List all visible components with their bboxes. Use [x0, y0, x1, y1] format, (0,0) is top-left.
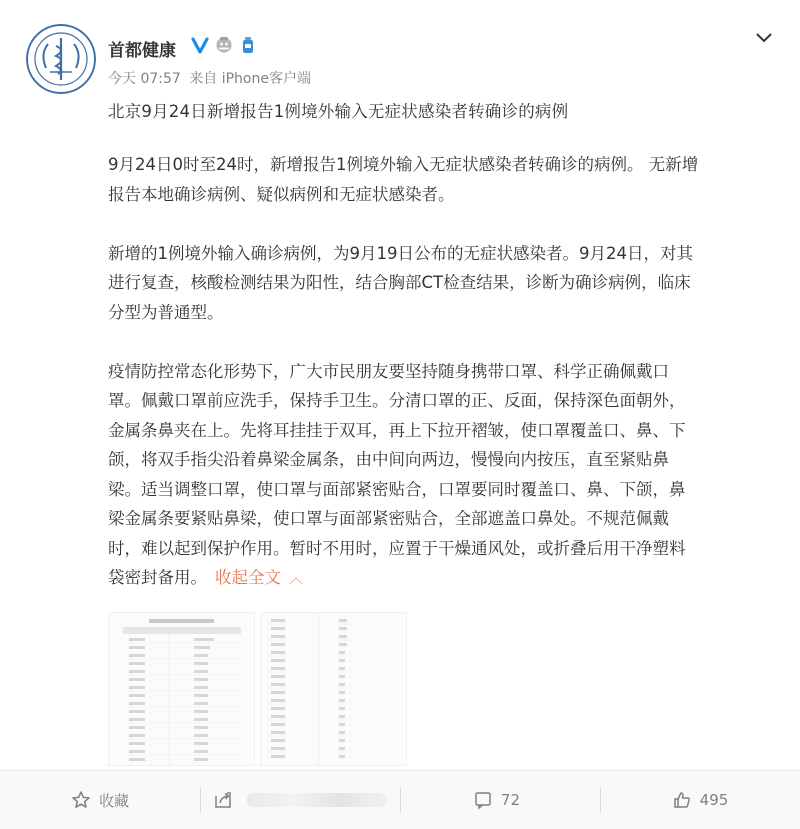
post-meta [108, 68, 315, 88]
post-paragraph-text: 疫情防控常态化形势下，广大市民朋友要坚持随身携带口罩、科学正确佩戴口 罩。佩戴口罩前应洗手，保持手卫生。分清口罩的正、反面，保持深色面朝外， 金属条鼻夹在上。先将耳挂挂于双耳，再上下拉开褶皱，使口罩覆盖口、鼻、下 颌，将双手指尖沿着鼻梁金属条，由中间向两边，慢慢向内按压，直至紧贴鼻 梁。适当调整口罩，使口罩与面部紧密贴合，口罩要同时覆盖口、鼻、下颌，鼻 梁金属条要紧贴鼻梁，使口罩与面部紧密贴合，全部遮盖口鼻处。不规范佩戴 时，难以起到保护作用。暂时不用时，应置于干燥通风处，或折叠后用干净塑料 袋密封备用。 [108, 361, 686, 587]
star-icon [71, 790, 91, 810]
attached-image-table[interactable] [260, 612, 407, 766]
chevron-up-icon: ︿ [289, 571, 303, 587]
post-title: 北京9月24日新增报告1例境外输入无症状感染者转确诊的病例 [108, 102, 569, 121]
table-thumbnail-image [109, 613, 254, 765]
comment-button[interactable] [400, 771, 600, 829]
post-paragraph [108, 357, 770, 595]
user-badges [190, 35, 258, 55]
collapse-link[interactable] [215, 568, 303, 587]
post-body [108, 150, 770, 595]
avatar[interactable] [26, 24, 96, 94]
share-icon [213, 790, 233, 810]
bottle-icon[interactable] [238, 35, 258, 55]
post-paragraph: 9月24日0时至24时，新增报告1例境外输入无症状感染者转确诊的病例。 无新增 报告本地确诊病例、疑似病例和无症状感染者。 [108, 155, 699, 204]
like-button[interactable] [600, 771, 800, 829]
chevron-down-icon[interactable] [754, 30, 774, 46]
favorite-button[interactable] [0, 771, 200, 829]
comment-count: 72 [500, 791, 520, 809]
table-thumbnail-image [261, 613, 406, 765]
forward-count-obscured [247, 793, 387, 807]
favorite-label: 收藏 [98, 791, 129, 810]
like-count: 495 [699, 791, 729, 809]
action-bar [0, 771, 800, 829]
verified-icon[interactable] [190, 35, 210, 55]
attached-image-table[interactable] [108, 612, 255, 766]
collapse-label: 收起全文 [215, 568, 281, 587]
beijing-health-logo-icon [26, 24, 96, 94]
post-paragraph: 新增的1例境外输入确诊病例，为9月19日公布的无症状感染者。9月24日，对其 进行复查，核酸检测结果为阳性，结合胸部CT检查结果，诊断为确诊病例，临床 分型为普通型。 [108, 243, 693, 322]
post-time[interactable]: 今天 07:57 [108, 71, 181, 87]
user-name[interactable]: 首都健康 [108, 41, 176, 61]
post-source: 来自 iPhone客户端 [189, 71, 311, 87]
comment-icon [473, 790, 493, 810]
member-icon[interactable] [214, 35, 234, 55]
forward-button[interactable] [200, 771, 400, 829]
thumbs-up-icon [672, 790, 692, 810]
